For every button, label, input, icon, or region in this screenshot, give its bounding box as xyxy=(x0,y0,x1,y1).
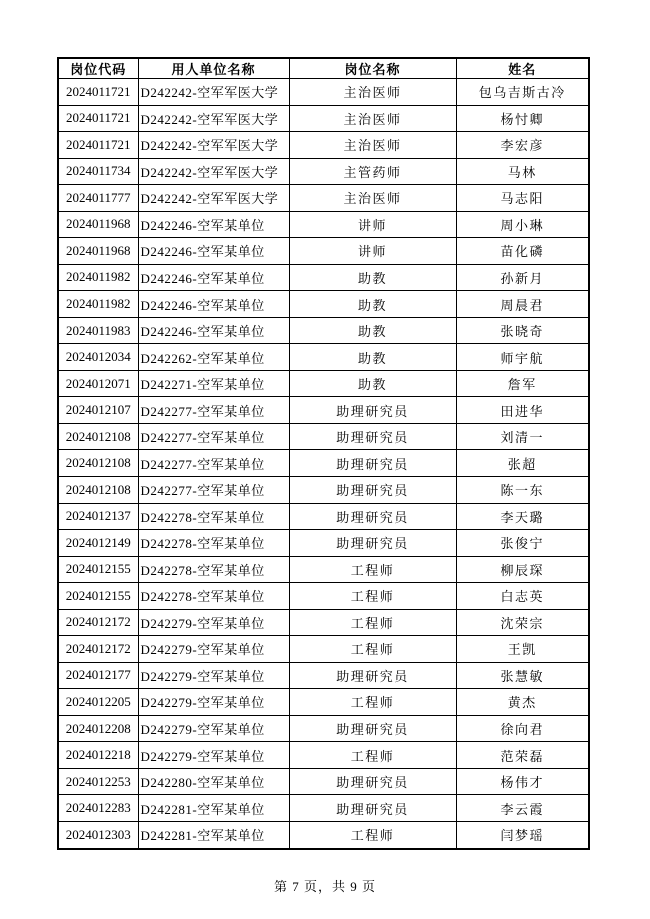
cell-employer: D242246-空军某单位 xyxy=(138,264,289,291)
cell-employer: D242278-空军某单位 xyxy=(138,556,289,583)
cell-code: 2024011777 xyxy=(58,185,138,212)
cell-code: 2024012253 xyxy=(58,768,138,795)
cell-position: 工程师 xyxy=(289,609,456,636)
cell-code: 2024012107 xyxy=(58,397,138,424)
cell-name: 沈荣宗 xyxy=(456,609,589,636)
cell-code: 2024011982 xyxy=(58,291,138,318)
cell-employer: D242242-空军军医大学 xyxy=(138,185,289,212)
cell-name: 杨忖卿 xyxy=(456,105,589,132)
cell-position: 助理研究员 xyxy=(289,476,456,503)
cell-employer: D242278-空军某单位 xyxy=(138,583,289,610)
cell-name: 李云霞 xyxy=(456,795,589,822)
cell-employer: D242262-空军某单位 xyxy=(138,344,289,371)
table-row xyxy=(58,795,589,822)
cell-employer: D242277-空军某单位 xyxy=(138,397,289,424)
cell-name: 张超 xyxy=(456,450,589,477)
table-row xyxy=(58,317,589,344)
cell-position: 助理研究员 xyxy=(289,768,456,795)
cell-employer: D242246-空军某单位 xyxy=(138,291,289,318)
cell-position: 工程师 xyxy=(289,556,456,583)
table-row xyxy=(58,821,589,849)
cell-code: 2024011968 xyxy=(58,238,138,265)
table-row xyxy=(58,264,589,291)
table-row xyxy=(58,211,589,238)
cell-code: 2024012071 xyxy=(58,370,138,397)
cell-code: 2024012172 xyxy=(58,636,138,663)
table-row xyxy=(58,79,589,106)
table-row xyxy=(58,238,589,265)
cell-name: 闫梦瑶 xyxy=(456,821,589,849)
cell-name: 马志阳 xyxy=(456,185,589,212)
column-header-code: 岗位代码 xyxy=(58,58,138,79)
cell-position: 主治医师 xyxy=(289,105,456,132)
cell-code: 2024012108 xyxy=(58,423,138,450)
cell-name: 白志英 xyxy=(456,583,589,610)
cell-name: 范荣磊 xyxy=(456,742,589,769)
cell-employer: D242280-空军某单位 xyxy=(138,768,289,795)
cell-code: 2024012303 xyxy=(58,821,138,849)
table-row xyxy=(58,715,589,742)
table-body xyxy=(58,79,589,850)
cell-name: 孙新月 xyxy=(456,264,589,291)
column-header-employer: 用人单位名称 xyxy=(138,58,289,79)
table-row xyxy=(58,370,589,397)
cell-name: 张晓奇 xyxy=(456,317,589,344)
cell-employer: D242246-空军某单位 xyxy=(138,238,289,265)
cell-code: 2024012034 xyxy=(58,344,138,371)
cell-employer: D242281-空军某单位 xyxy=(138,821,289,849)
cell-employer: D242246-空军某单位 xyxy=(138,317,289,344)
cell-position: 主治医师 xyxy=(289,185,456,212)
cell-employer: D242242-空军军医大学 xyxy=(138,132,289,159)
table-row xyxy=(58,132,589,159)
table-row xyxy=(58,185,589,212)
cell-code: 2024011721 xyxy=(58,132,138,159)
cell-position: 助理研究员 xyxy=(289,662,456,689)
table-row xyxy=(58,397,589,424)
table-row xyxy=(58,583,589,610)
cell-name: 李宏彦 xyxy=(456,132,589,159)
cell-code: 2024011982 xyxy=(58,264,138,291)
cell-code: 2024011968 xyxy=(58,211,138,238)
cell-code: 2024012108 xyxy=(58,450,138,477)
cell-position: 工程师 xyxy=(289,689,456,716)
cell-employer: D242279-空军某单位 xyxy=(138,715,289,742)
cell-code: 2024012137 xyxy=(58,503,138,530)
cell-code: 2024011734 xyxy=(58,158,138,185)
table-row xyxy=(58,556,589,583)
cell-employer: D242277-空军某单位 xyxy=(138,476,289,503)
cell-name: 王凯 xyxy=(456,636,589,663)
cell-code: 2024011721 xyxy=(58,79,138,106)
cell-position: 助理研究员 xyxy=(289,423,456,450)
cell-name: 陈一东 xyxy=(456,476,589,503)
cell-position: 助教 xyxy=(289,344,456,371)
cell-code: 2024011721 xyxy=(58,105,138,132)
cell-code: 2024012149 xyxy=(58,530,138,557)
cell-code: 2024012155 xyxy=(58,583,138,610)
cell-position: 工程师 xyxy=(289,742,456,769)
cell-position: 助理研究员 xyxy=(289,450,456,477)
cell-name: 周小琳 xyxy=(456,211,589,238)
cell-employer: D242279-空军某单位 xyxy=(138,662,289,689)
cell-position: 工程师 xyxy=(289,636,456,663)
page-number-footer: 第 7 页，共 9 页 xyxy=(273,879,376,894)
cell-employer: D242279-空军某单位 xyxy=(138,742,289,769)
cell-employer: D242271-空军某单位 xyxy=(138,370,289,397)
table-row xyxy=(58,742,589,769)
column-header-name: 姓名 xyxy=(456,58,589,79)
cell-name: 田进华 xyxy=(456,397,589,424)
cell-position: 主管药师 xyxy=(289,158,456,185)
cell-name: 张慧敏 xyxy=(456,662,589,689)
table-row xyxy=(58,609,589,636)
cell-name: 徐向君 xyxy=(456,715,589,742)
table-row xyxy=(58,768,589,795)
cell-employer: D242277-空军某单位 xyxy=(138,423,289,450)
cell-position: 讲师 xyxy=(289,238,456,265)
cell-name: 黄杰 xyxy=(456,689,589,716)
cell-name: 詹军 xyxy=(456,370,589,397)
cell-code: 2024012218 xyxy=(58,742,138,769)
cell-name: 张俊宁 xyxy=(456,530,589,557)
cell-position: 助教 xyxy=(289,291,456,318)
cell-code: 2024012205 xyxy=(58,689,138,716)
cell-employer: D242242-空军军医大学 xyxy=(138,158,289,185)
cell-code: 2024012172 xyxy=(58,609,138,636)
cell-name: 李天璐 xyxy=(456,503,589,530)
cell-position: 助理研究员 xyxy=(289,503,456,530)
table-row xyxy=(58,476,589,503)
cell-position: 助教 xyxy=(289,317,456,344)
table-row xyxy=(58,689,589,716)
table-row xyxy=(58,450,589,477)
table-row xyxy=(58,503,589,530)
table-row xyxy=(58,530,589,557)
cell-code: 2024012108 xyxy=(58,476,138,503)
cell-position: 助理研究员 xyxy=(289,715,456,742)
table-row xyxy=(58,291,589,318)
cell-employer: D242279-空军某单位 xyxy=(138,636,289,663)
cell-employer: D242281-空军某单位 xyxy=(138,795,289,822)
cell-employer: D242242-空军军医大学 xyxy=(138,79,289,106)
cell-position: 助理研究员 xyxy=(289,530,456,557)
cell-code: 2024012208 xyxy=(58,715,138,742)
cell-name: 周晨君 xyxy=(456,291,589,318)
cell-position: 工程师 xyxy=(289,583,456,610)
cell-position: 助理研究员 xyxy=(289,397,456,424)
cell-employer: D242279-空军某单位 xyxy=(138,689,289,716)
cell-employer: D242277-空军某单位 xyxy=(138,450,289,477)
cell-position: 主治医师 xyxy=(289,132,456,159)
cell-name: 杨伟才 xyxy=(456,768,589,795)
table-header-row xyxy=(58,58,589,79)
cell-employer: D242242-空军军医大学 xyxy=(138,105,289,132)
cell-employer: D242246-空军某单位 xyxy=(138,211,289,238)
table-row xyxy=(58,158,589,185)
position-roster-table xyxy=(57,57,590,850)
cell-position: 讲师 xyxy=(289,211,456,238)
cell-employer: D242278-空军某单位 xyxy=(138,503,289,530)
cell-name: 师宇航 xyxy=(456,344,589,371)
table-row xyxy=(58,344,589,371)
table-row xyxy=(58,636,589,663)
cell-employer: D242279-空军某单位 xyxy=(138,609,289,636)
cell-position: 主治医师 xyxy=(289,79,456,106)
cell-code: 2024012177 xyxy=(58,662,138,689)
cell-name: 马林 xyxy=(456,158,589,185)
table-row xyxy=(58,662,589,689)
cell-code: 2024011983 xyxy=(58,317,138,344)
table-row xyxy=(58,423,589,450)
cell-name: 包乌吉斯古冷 xyxy=(456,79,589,106)
cell-code: 2024012283 xyxy=(58,795,138,822)
cell-employer: D242278-空军某单位 xyxy=(138,530,289,557)
cell-position: 助理研究员 xyxy=(289,795,456,822)
cell-name: 刘清一 xyxy=(456,423,589,450)
cell-position: 工程师 xyxy=(289,821,456,849)
cell-position: 助教 xyxy=(289,264,456,291)
table-row xyxy=(58,105,589,132)
cell-name: 柳辰琛 xyxy=(456,556,589,583)
cell-code: 2024012155 xyxy=(58,556,138,583)
column-header-position: 岗位名称 xyxy=(289,58,456,79)
cell-position: 助教 xyxy=(289,370,456,397)
cell-name: 苗化磷 xyxy=(456,238,589,265)
